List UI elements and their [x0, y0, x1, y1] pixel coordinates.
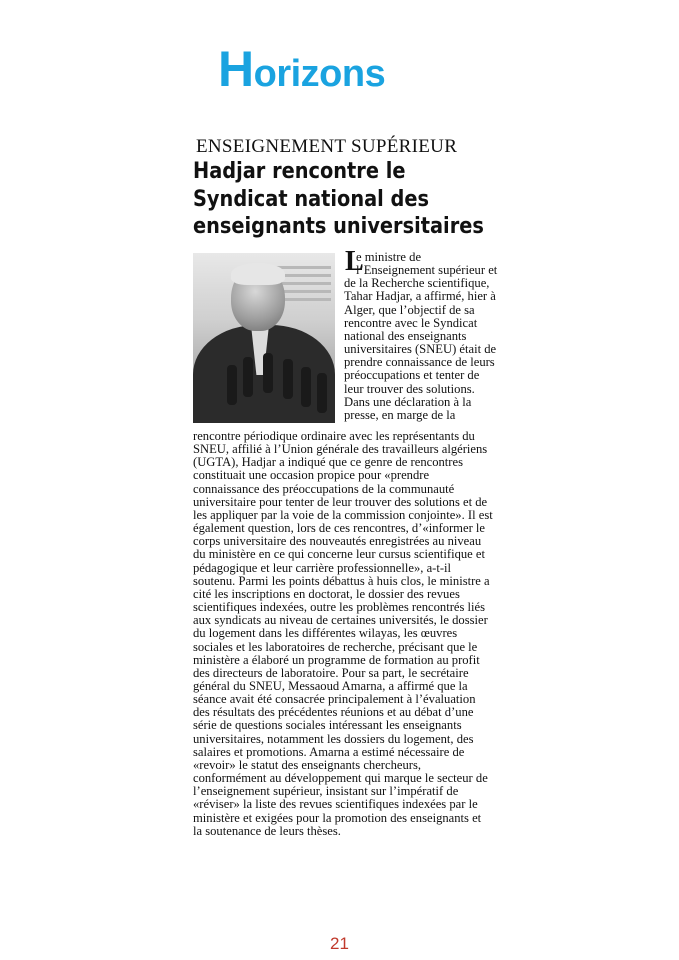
headline-line: Syndicat national des: [193, 185, 430, 212]
body-line: pédagogique et leur carrière professionnelle», a-t-il: [193, 560, 452, 575]
body-line: national des enseignants: [344, 328, 467, 343]
body-line: rencontre périodique ordinaire avec les représentants du: [193, 429, 475, 443]
microphone-icon: [227, 365, 237, 405]
body-line: général du SNEU, Messaoud Amarna, a affirmé que la: [193, 678, 468, 693]
body-line: Dans une déclaration à la: [344, 394, 472, 409]
microphone-icon: [317, 373, 327, 413]
body-line: les appliquer par la voie de la commission conjointe». Il est: [193, 507, 493, 522]
logo-rest: orizons: [253, 53, 386, 95]
body-line: salaires et promotions. Amarna a estimé nécessaire de: [193, 744, 465, 759]
body-line: des directeurs de laboratoire. Pour sa part, le secrétaire: [193, 665, 469, 680]
body-line: Tahar Hadjar, a affirmé, hier à: [344, 289, 496, 304]
body-line: (UGTA), Hadjar a indiqué que ce genre de rencontres: [193, 455, 463, 470]
body-line: universitaire pour tenter de leur trouver des solutions et de: [193, 494, 488, 509]
body-line: leur trouver des solutions.: [344, 381, 475, 396]
body-line: des résultats des précédentes réunions et au débat d’une: [193, 705, 474, 720]
microphone-icon: [301, 367, 311, 407]
body-line: de la Recherche scientifique,: [344, 276, 490, 291]
newspaper-logo: [218, 40, 385, 98]
body-line: SNEU, affilié à l’Union générale des travailleurs algériens: [193, 442, 488, 457]
body-line: la soutenance de leurs thèses.: [193, 823, 341, 838]
body-line: universitaires, notamment les dossiers du logement, des: [193, 731, 474, 746]
headline-line: Hadjar rencontre le: [193, 158, 406, 184]
body-line: série de questions sociales intéressant les enseignants: [193, 718, 462, 733]
body-line: «réviser» la liste des revues scientifiques indexées par le: [193, 797, 478, 812]
body-line: universitaires (SNEU) était de: [344, 342, 497, 357]
microphone-icon: [263, 353, 273, 393]
page-number: 21: [330, 934, 349, 953]
minister-photo: [193, 253, 335, 423]
body-line: ministère a élaboré un programme de formation au profit: [193, 652, 480, 667]
body-line: corps universitaire des nouveautés enregistrées au niveau: [193, 534, 482, 549]
drop-cap: L: [345, 246, 364, 277]
article-headline: [193, 158, 484, 241]
body-line: cité les inscriptions en doctorat, le dossier des revues: [193, 586, 460, 601]
body-line: ministère et exigées pour la promotion des enseignants et: [193, 810, 482, 825]
body-line: également question, lors de ces rencontres, d’«informer le: [193, 521, 485, 536]
body-line: l’Enseignement supérieur et: [356, 263, 498, 278]
article-body-narrow: [344, 246, 498, 422]
section-rubric: ENSEIGNEMENT SUPÉRIEUR: [196, 136, 458, 157]
body-line: soutenu. Parmi les points débattus à huis clos, le ministre a: [193, 573, 490, 588]
body-line: du logement dans les différentes wilayas, les œuvres: [193, 626, 458, 641]
microphone-icon: [283, 359, 293, 399]
body-line: l’enseignement supérieur, insistant sur l’impératif de: [193, 784, 459, 799]
headline-line: enseignants universitaires: [193, 213, 484, 239]
body-line: du ministère en ce qui concerne leur cursus scientifique et: [193, 547, 485, 562]
body-line: constituait une occasion propice pour «prendre: [193, 468, 430, 483]
body-line: «revoir» le statut des enseignants chercheurs,: [193, 757, 422, 772]
body-line: e ministre de: [356, 250, 422, 264]
body-line: presse, en marge de la: [344, 407, 456, 422]
body-line: sociales et les laboratoires de recherche, précisant que le: [193, 639, 478, 654]
body-line: connaissance des préoccupations de la communauté: [193, 481, 455, 496]
body-line: conformément au développement qui marque le secteur de: [193, 771, 488, 786]
photo-figure-hair: [231, 263, 285, 285]
body-line: scientifiques indexées, outre les problèmes rencontrés liés: [193, 600, 486, 615]
body-line: Alger, que l’objectif de sa: [344, 302, 475, 317]
microphone-icon: [243, 357, 253, 397]
body-line: séance avait été consacrée principalement à l’évaluation: [193, 692, 476, 707]
body-line: aux syndicats au niveau de certaines universités, le dossier: [193, 613, 488, 628]
body-line: rencontre avec le Syndicat: [344, 315, 478, 330]
body-line: prendre connaissance de leurs: [344, 355, 495, 370]
body-line: préoccupations et tenter de: [344, 368, 480, 383]
logo-initial: H: [218, 41, 254, 97]
article-body-wide: [193, 430, 493, 838]
